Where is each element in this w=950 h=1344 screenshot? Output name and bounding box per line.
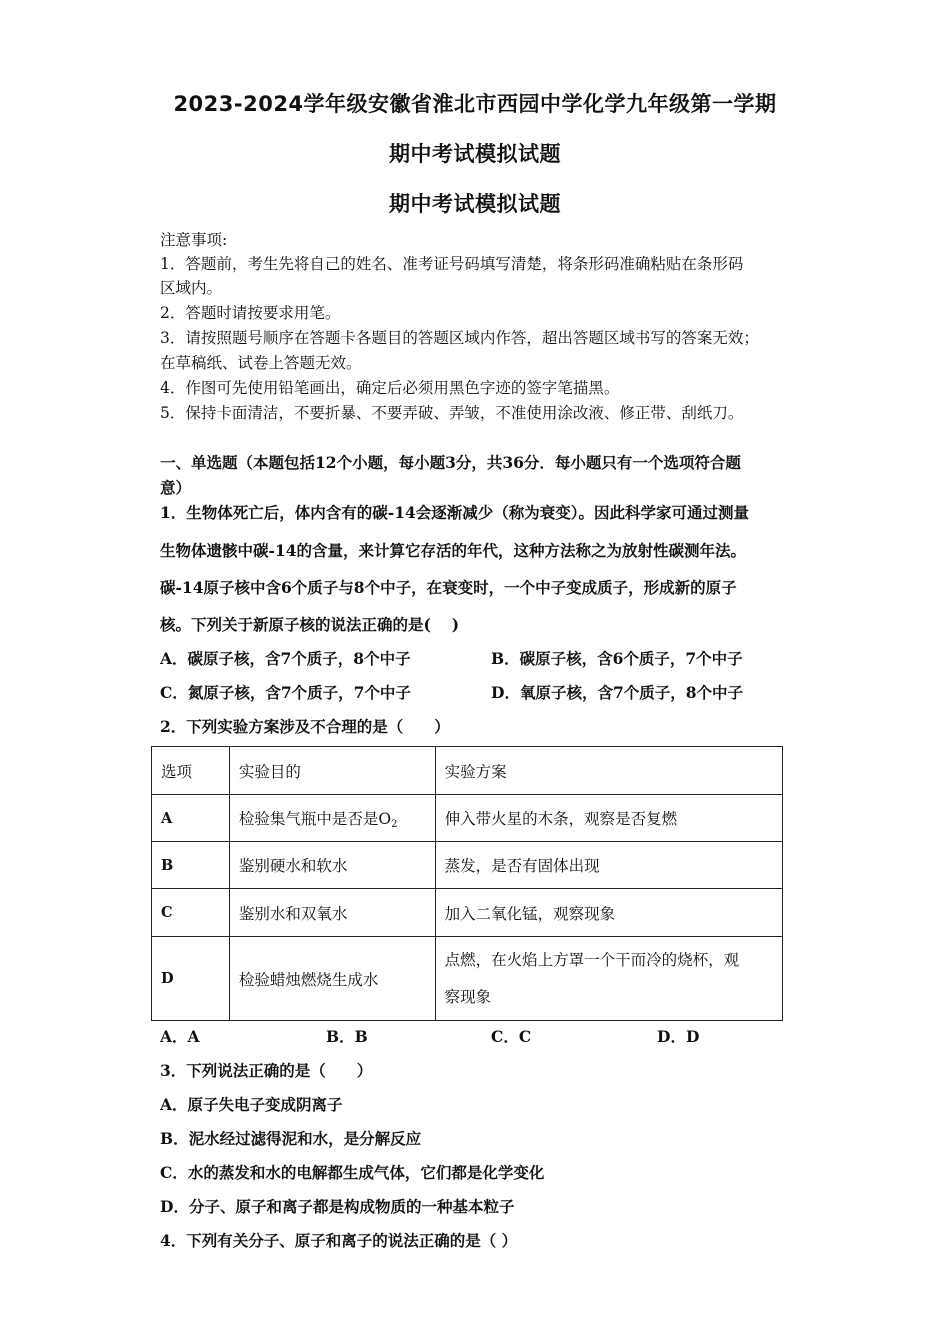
- table-cell: 加入二氧化锰，观察现象: [435, 889, 782, 937]
- section-heading-cont: 意）: [160, 478, 192, 497]
- q1-option-b: B．碳原子核，含6个质子，7个中子: [491, 649, 743, 668]
- notice-item: 5．保持卡面清洁，不要折暴、不要弄破、弄皱，不准使用涂改液、修正带、刮纸刀。: [160, 404, 744, 422]
- q4-stem: 4．下列有关分子、原子和离子的说法正确的是（ ）: [160, 1231, 518, 1250]
- notice-item: 在草稿纸、试卷上答题无效。: [160, 354, 362, 372]
- table-cell: 伸入带火星的木条，观察是否复燃: [435, 795, 782, 842]
- option-key: D: [152, 937, 230, 1021]
- notice-heading: 注意事项:: [160, 231, 228, 249]
- notice-item: 2．答题时请按要求用笔。: [160, 304, 341, 322]
- purpose-text: 检验集气瓶中是否是O: [238, 809, 392, 828]
- q1-stem: 1．生物体死亡后，体内含有的碳-14会逐渐减少（称为衰变）。因此科学家可通过测量: [160, 503, 750, 522]
- title-line-1: 2023-2024学年级安徽省淮北市西园中学化学九年级第一学期: [173, 92, 777, 116]
- table-header-row: [152, 747, 783, 795]
- q2-option-a: A．A: [160, 1027, 200, 1046]
- q2-option-b: B．B: [326, 1027, 368, 1046]
- q3-option: B．泥水经过滤得泥和水，是分解反应: [160, 1129, 422, 1148]
- q2-stem: 2．下列实验方案涉及不合理的是（ ）: [160, 717, 450, 736]
- table-cell: 蒸发，是否有固体出现: [435, 842, 782, 889]
- notice-item: 1．答题前，考生先将自己的姓名、准考证号码填写清楚，将条形码准确粘贴在条形码: [160, 255, 744, 273]
- plan-line: 察现象: [444, 987, 492, 1006]
- subscript: 2: [391, 818, 398, 830]
- table-header: 选项: [152, 747, 230, 795]
- q3-option: D．分子、原子和离子都是构成物质的一种基本粒子: [160, 1197, 515, 1216]
- q3-option: A．原子失电子变成阴离子: [160, 1095, 343, 1114]
- table-cell: 检验蜡烛燃烧生成水: [229, 937, 435, 1021]
- notice-item: 4．作图可先使用铅笔画出，确定后必须用黑色字迹的签字笔描黑。: [160, 379, 620, 397]
- option-key: C: [152, 889, 230, 937]
- table-header: 实验方案: [435, 747, 782, 795]
- q3-stem: 3．下列说法正确的是（ ）: [160, 1061, 373, 1080]
- option-key: B: [152, 842, 230, 889]
- section-heading: 一、单选题（本题包括12个小题，每小题3分，共36分．每小题只有一个选项符合题: [160, 453, 741, 472]
- q2-option-d: D．D: [657, 1027, 700, 1046]
- title-line-2: 期中考试模拟试题: [389, 142, 561, 166]
- table-row: [152, 795, 783, 842]
- q1-option-d: D．氧原子核，含7个质子，8个中子: [491, 683, 744, 702]
- title-line-3: 期中考试模拟试题: [389, 192, 561, 216]
- q2-option-c: C．C: [491, 1027, 532, 1046]
- q1-option-a: A．碳原子核，含7个质子，8个中子: [160, 649, 411, 668]
- q1-stem: 核。下列关于新原子核的说法正确的是( ): [160, 615, 460, 634]
- table-row: [152, 937, 783, 1021]
- q1-stem: 碳-14原子核中含6个质子与8个中子，在衰变时，一个中子变成质子，形成新的原子: [160, 578, 737, 597]
- q3-option: C．水的蒸发和水的电解都生成气体，它们都是化学变化: [160, 1163, 545, 1182]
- table-header: 实验目的: [229, 747, 435, 795]
- experiment-table: [151, 746, 783, 1021]
- table-cell: 鉴别硬水和软水: [229, 842, 435, 889]
- table-cell: [229, 795, 435, 842]
- plan-line: 点燃，在火焰上方罩一个干而冷的烧杯，观: [444, 950, 740, 969]
- notice-item: 3．请按照题号顺序在答题卡各题目的答题区域内作答，超出答题区域书写的答案无效；: [160, 329, 759, 347]
- q1-option-c: C．氮原子核，含7个质子，7个中子: [160, 683, 411, 702]
- q1-stem: 生物体遗骸中碳-14的含量，来计算它存活的年代，这种方法称之为放射性碳测年法。: [160, 541, 747, 560]
- table-cell: 鉴别水和双氧水: [229, 889, 435, 937]
- table-cell: [435, 937, 782, 1021]
- table-row: [152, 889, 783, 937]
- option-key: A: [152, 795, 230, 842]
- notice-item: 区域内。: [160, 279, 223, 297]
- table-row: [152, 842, 783, 889]
